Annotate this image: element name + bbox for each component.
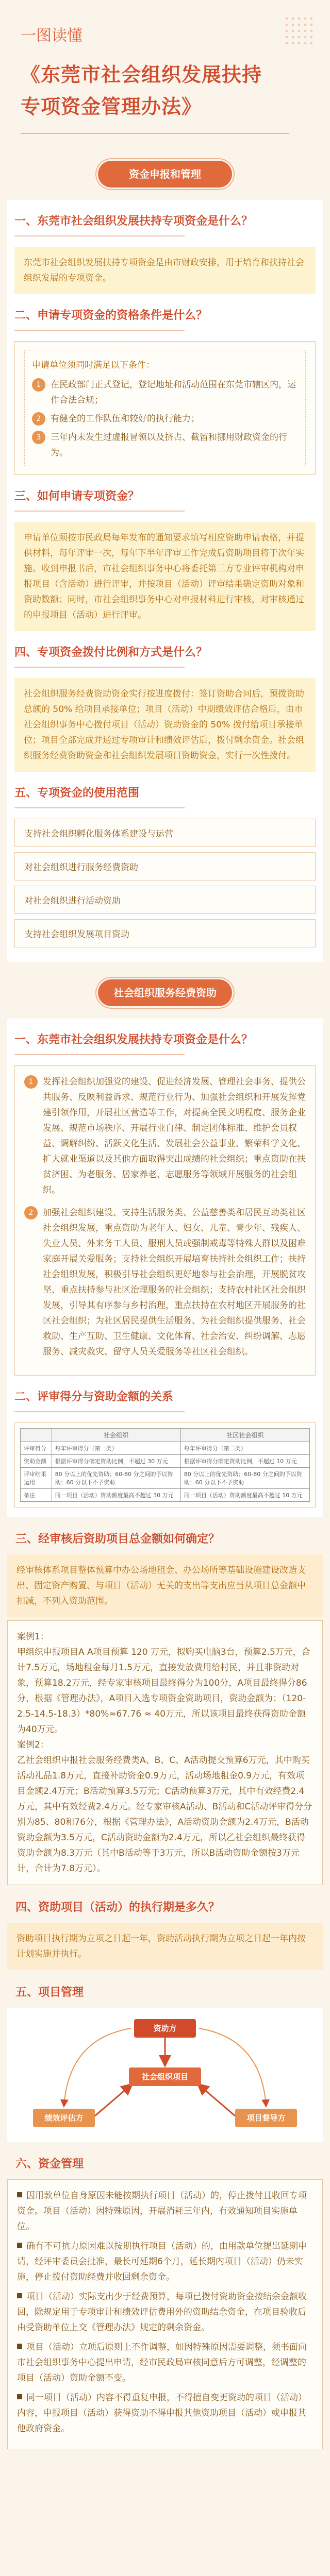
table-row <box>21 1442 310 1455</box>
s2-q4-content <box>0 1923 330 1970</box>
list-item <box>24 1074 306 1198</box>
section2-card <box>7 1019 323 1517</box>
bullet-icon <box>17 2192 22 2197</box>
condition-item <box>32 430 298 461</box>
table-cell: 同一项目（活动）资助额度最高不超过 30 万元 <box>52 1489 180 1502</box>
list-item <box>24 1205 306 1360</box>
table-cell: 评审结果运用 <box>21 1468 52 1489</box>
usage-item: 对社会组织进行服务经费资助 <box>14 852 316 880</box>
node-supervisor: 项目督导方 <box>235 2109 297 2127</box>
s2-q4-answer: 资助项目执行期为立项之日起一年，资助活动执行期为立项之日起一年内按计划实施并执行。 <box>7 1923 323 1970</box>
s1-q5-heading: 五、专项资金的使用范围 <box>14 787 140 800</box>
bullet-icon <box>17 2293 22 2298</box>
number-badge: 2 <box>32 412 45 426</box>
node-evaluator: 绩效评估方 <box>33 2109 95 2127</box>
number-badge: 1 <box>24 1075 38 1089</box>
example-line: 案例1： <box>17 1632 49 1642</box>
table-header <box>21 1429 52 1442</box>
bullet-icon <box>17 2394 22 2399</box>
s1-q4-heading: 四、专项资金拨付比例和方式是什么？ <box>14 646 208 659</box>
item-text: 因用款单位自身原因未能按期执行项目（活动）的，停止拨付且收回专项资金。项目（活动）因特殊原因，开展消耗三年内，有效通知项目实施单位。 <box>17 2191 307 2232</box>
score-table-wrapper <box>14 1422 316 1507</box>
s2-q1-box <box>14 1065 316 1376</box>
s2-q1-heading: 一、东莞市社会组织发展扶持专项资金是什么？ <box>14 1033 253 1046</box>
node-project: 社会组织项目 <box>129 2067 201 2086</box>
example-line: 乙社会组织申报社会服务经费类A、B、C、A活动提交预算6万元，其中购买活动礼品1.8万元，直接补助资金0.9万元，活动场地租金0.9万元，有效项目金额2.4万元；B活动预算3.5万元；C活动预算3万元，其中有效经费2.4万元，其中有效经费2.4万元。经专家审核A活动、B活动和C活动评审得分分别为85、80和76分，根据《管理办法》，A活动资助金额为2.4万元，B活动资助金额为3.5万元，C活动资助金额为2.4万元，所以乙社会组织最终获得资助金额为8.3万元（其中B活动等于3万元，所以B活动资助金额按3万元计，合计为7.8万元）。 <box>17 1755 312 1874</box>
item-text: 项目（活动）实际支出少于经费预算，每项已拨付资助资金按结余金额收回，除规定用于专项审计和绩效评估费用外的资助结余资金，在项目验收后由受资助单位上交《管理办法》规定的剩余资金。 <box>17 2292 307 2333</box>
section-pill-apply: 资金申报和管理 <box>98 161 232 188</box>
divider <box>14 1411 185 1412</box>
condition-item <box>32 411 298 427</box>
s2-q3-examples <box>7 1620 323 1885</box>
s1-q3-heading: 三、如何申请专项资金？ <box>14 490 140 503</box>
bullet-icon <box>17 2243 22 2248</box>
hero-title-line1: 《东莞市社会组织发展扶持 <box>21 63 262 86</box>
table-cell: 备注 <box>21 1489 52 1502</box>
condition-text: 三年内未发生过虚报冒领以及挤占、截留和挪用财政资金的行为。 <box>51 432 287 458</box>
number-badge: 2 <box>24 1206 38 1219</box>
table-cell: 每年评审得分（第一类） <box>52 1442 180 1455</box>
s2-q6-content <box>0 2179 330 2449</box>
s2-q3-content <box>0 1554 330 1885</box>
table-header: 社会组织 <box>52 1429 180 1442</box>
section1-card <box>7 200 323 962</box>
number-badge: 3 <box>32 431 45 444</box>
conditions-intro: 申请单位须同时满足以下条件： <box>32 360 155 370</box>
list-item <box>17 2289 313 2335</box>
divider <box>14 235 185 236</box>
divider <box>14 330 185 331</box>
table-cell: 资助金额 <box>21 1455 52 1468</box>
s2-q3-summary: 经审核体系项目整体预算中办公场地租金、办公场所等基础设施建设改造支出、固定资产购置、与项目（活动）无关的支出等支出应当从项目总金额中扣减，不列入资助范围。 <box>7 1554 323 1617</box>
item-text: 加强社会组织建设、支持生活服务类、公益慈善类和居民互助类社区社会组织发展，重点资助为老年人、妇女、儿童、青少年、残疾人、失业人员、外来务工人员、服刑人员或强制戒毒等特殊人群以及困难家庭开展关爱服务；支持社会组织开展培育扶持社会组织工作；扶持社会组织发展，积极引导社会组织更好地参与社会治理，开展脱贫攻坚、重点扶持参与社区治理服务的社会组织；支持农村社区社会组织发展，引导其有序参与乡村治理，重点扶持在农村地区开展服务的社区社会组织；为社区居民提供生活服务、为社会组织提供服务、社会救助、生产互助、卫生健康、文化体育、社会治安、纠纷调解、志愿服务、减灾救灾、留守人员关爱服务等社区社会组织。 <box>43 1208 306 1357</box>
example-line: 案例2： <box>17 1740 49 1750</box>
table-row <box>21 1455 310 1468</box>
divider <box>14 667 185 668</box>
condition-item <box>32 377 298 408</box>
item-text: 同一项目（活动）内容不得重复申报，不得擅自变更资助的项目（活动）内容，申报项目（活动）获得资助不得申报其他资助项目（活动）或申报其他政府资金。 <box>17 2393 307 2434</box>
item-text: 项目（活动）立项后原则上不作调整，如因特殊原因需要调整，须书面向市社会组织事务中心提出申请，经市民政局审核同意后方可调整，经调整的项目（活动）资助金额不变。 <box>17 2342 307 2383</box>
s2-q3-heading: 三、经审核后资助项目总金额如何确定？ <box>15 1533 220 1546</box>
project-management-diagram <box>7 2008 323 2142</box>
fund-management-box <box>7 2179 323 2449</box>
s1-q2-box <box>14 341 316 475</box>
hero <box>0 0 330 143</box>
divider <box>14 1054 185 1055</box>
divider <box>14 807 185 808</box>
s2-q4-heading: 四、资助项目（活动）的执行期是多久？ <box>15 1901 220 1914</box>
table-row <box>21 1489 310 1502</box>
divider <box>14 511 185 512</box>
table-cell: 每年评审得分（第二类） <box>180 1442 309 1455</box>
hero-kicker: 一图读懂 <box>21 27 82 45</box>
hero-title-line2: 专项资金管理办法》 <box>21 95 202 118</box>
item-text: 确有不可抗力原因难以按期执行项目（活动）的，由用款单位提出延期申请，经评审委员会批准，最长可延期6个月，延长期内项目（活动）仍未实施，停止拨付资助经费并收回剩余资金。 <box>17 2241 307 2282</box>
usage-item: 支持社会组织发展项目资助 <box>14 919 316 947</box>
conditions-list <box>24 350 306 466</box>
hero-divider <box>21 133 289 134</box>
usage-item: 支持社会组织孵化服务体系建设与运营 <box>14 819 316 847</box>
list-item <box>17 2340 313 2386</box>
table-cell: 同一项目（活动）资助额度最高不超过 10 万元 <box>180 1489 309 1502</box>
table-row <box>21 1468 310 1489</box>
score-table <box>20 1428 310 1502</box>
bullet-icon <box>17 2344 22 2349</box>
table-header-row <box>21 1429 310 1442</box>
s2-q5-heading: 五、项目管理 <box>15 1986 84 1999</box>
list-item <box>17 2390 313 2436</box>
table-cell: 根据评审得分确定资助比例，不超过 10 万元 <box>180 1455 309 1468</box>
section-pill-service: 社会组织服务经费资助 <box>98 979 232 1006</box>
usage-item: 对社会组织进行活动资助 <box>14 886 316 914</box>
table-header: 社区社会组织 <box>180 1429 309 1442</box>
s1-q4-answer: 社会组织服务经费资助资金实行按进度拨付：签订资助合同后，预拨资助总额的 50% 给项目承接单位；项目（活动）中期绩效评估合格后，由市社会组织事务中心拨付项目（活动）资助资金的 50% 拨付给项目承接单位；项目全部完成并通过专项审计和绩效评估后，拨付剩余资金。社会组织服务经费资助资金和社会组织发展项目资助资金，实行一次性拨付。 <box>14 678 316 772</box>
item-text: 发挥社会组织加强党的建设、促进经济发展、管理社会事务、提供公共服务、反映利益诉求、规范行业行为、加强社会组织和开展发挥党建引领作用，开展社区营造等工作，对提高全民文明程度、服务企业发展、规范市场秩序、开展行业自律、制定团体标准、维护会员权益、调解纠纷、活跃文化生活、发展社会公益事业、繁荣科学文化、扩大就业渠道以及其他方面取得突出成绩的社会组织；重点资助在扶贫济困、为老服务、居家养老、志愿服务等领域开展服务的社会组织。 <box>43 1077 306 1195</box>
condition-text: 有健全的工作队伍和较好的执行能力； <box>51 414 200 424</box>
example-line: 甲组织申报项目A A项目预算 120 万元，拟购买电脑3台，预算2.5万元，合计7.5万元，场地租金每月1.5万元，直接发放费用给村民，并且非资助对象，预算18.2万元，经专家审核项目最终得分为100分，A项目最终得分86分，根据《管理办法》，A项目入选专项资金资助项目，资助金额为：（120-2.5-14.5-18.3）*80%≈67.76 ≈ 40万元，所以该项目最终获得资助金额为40万元。 <box>17 1647 310 1735</box>
table-cell: 80 分以上的优先资助；60-80 分之间的予以资助；60 分以下不予资助 <box>180 1468 309 1489</box>
condition-text: 在民政部门正式登记，登记地址和活动范围在东莞市辖区内，运作合法合规； <box>51 380 296 405</box>
decorative-dots <box>284 15 315 46</box>
number-badge: 1 <box>32 378 45 392</box>
table-cell: 80 分以上的优先资助；60-80 分之间的予以资助；60 分以下不予资助 <box>52 1468 180 1489</box>
node-funder: 资助方 <box>134 2019 196 2038</box>
s1-q1-answer: 东莞市社会组织发展扶持专项资金是由市财政安排，用于培育和扶持社会组织发展的专项资金。 <box>14 247 316 294</box>
s1-q3-answer: 申请单位须按市民政局每年发布的通知要求填写相应资助申请表格，并提供材料，每年评审一次，每年下半年评审工作完成后资助项目将于次年实施。收到申报书后，市社会组织事务中心将委托第三方专业评审机构对申报项目（含活动）进行评审，并按项目（活动）评审结果确定资助对象和资助数额；同时，市社会组织事务中心对申报材料进行审核，对审核通过的申报项目（活动）进行评审。 <box>14 522 316 631</box>
table-cell: 根据评审得分确定资助比例，不超过 30 万元 <box>52 1455 180 1468</box>
list-item <box>17 2239 313 2285</box>
list-item <box>17 2188 313 2234</box>
s2-q6-heading: 六、资金管理 <box>15 2158 84 2171</box>
table-cell: 评审得分 <box>21 1442 52 1455</box>
s1-q1-heading: 一、东莞市社会组织发展扶持专项资金是什么？ <box>14 215 253 228</box>
s2-q2-heading: 二、评审得分与资助金额的关系 <box>14 1391 174 1403</box>
s1-q2-heading: 二、申请专项资金的资格条件是什么？ <box>14 309 208 322</box>
